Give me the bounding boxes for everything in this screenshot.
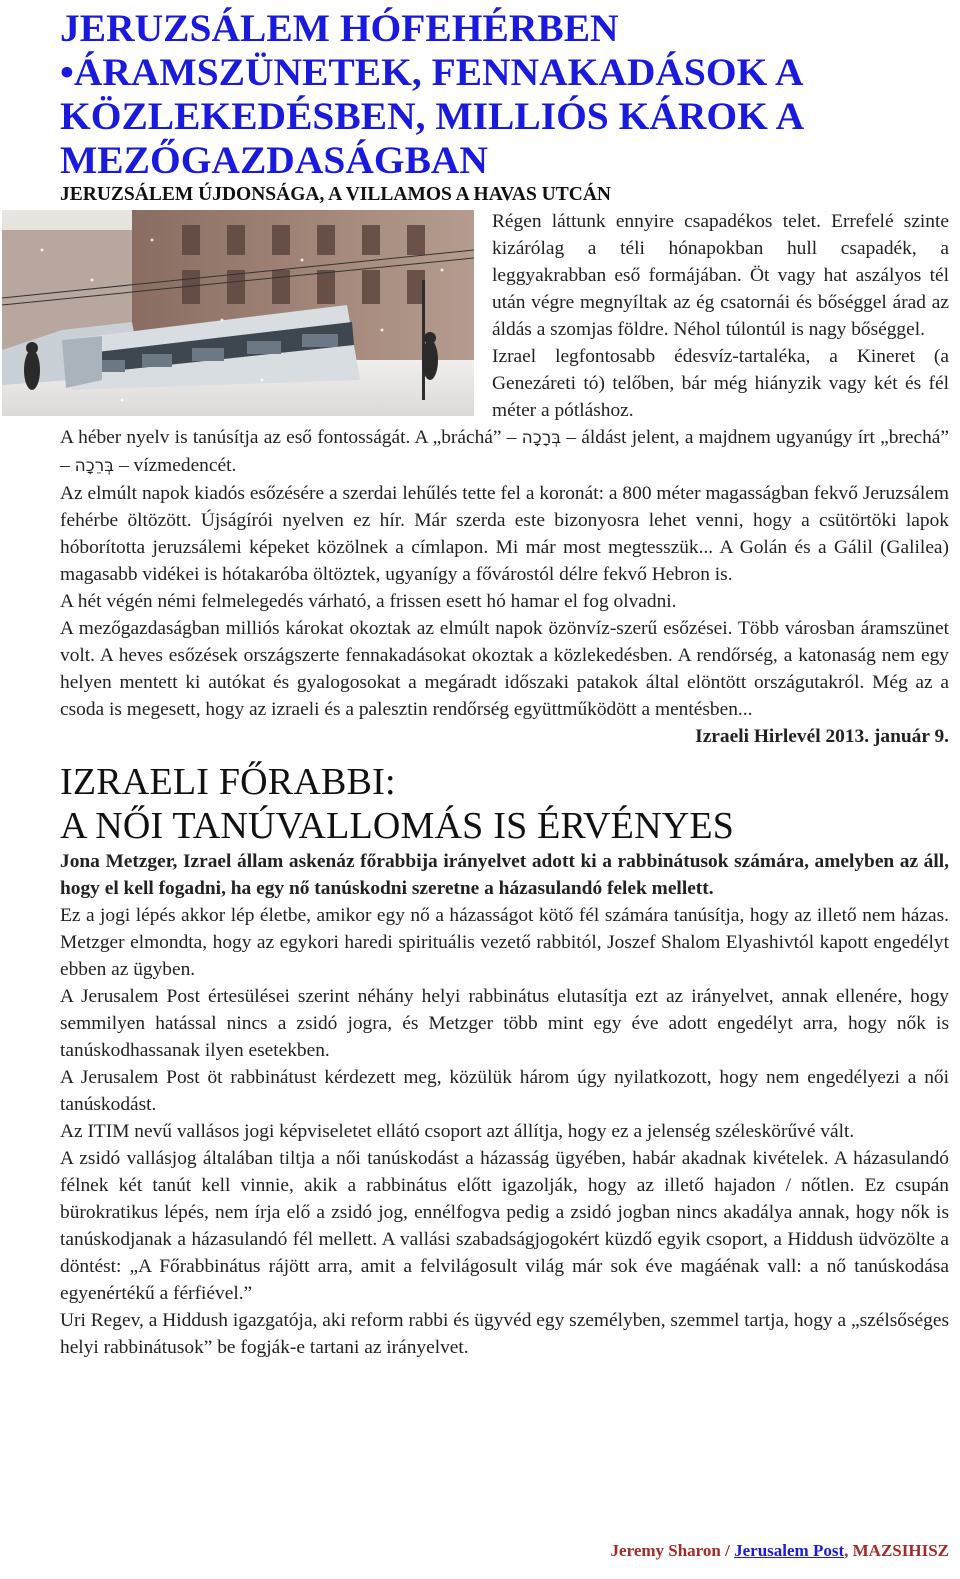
- headline-line: JERUZSÁLEM HÓFEHÉRBEN: [60, 6, 619, 50]
- article2-lead: Jona Metzger, Izrael állam askenáz főrabbija irányelvet adott ki a rabbinátusok számára, amelyben az áll, hogy el kell fogadni, ha egy nő tanúskodni szeretne a házasulandó felek mellett.: [60, 851, 949, 899]
- article1-subheadline: JERUZSÁLEM ÚJDONSÁGA, A VILLAMOS A HAVAS UTCÁN: [60, 184, 611, 205]
- article1-signature: Izraeli Hirlevél 2013. január 9.: [695, 726, 949, 747]
- text-segment: – áldást jelent, a majdnem ugyanúgy írt „brechá” –: [60, 427, 950, 476]
- article1-paragraph: Régen láttunk ennyire csapadékos telet. Errefelé szinte kizárólag a téli hónapokban hull csapadék, a leggyakrabban eső formájában. Öt vagy hat aszályos tél után végre megnyíltak az ég csatornái és bőséggel árad az áldás a szomjas földre. Néhol túlontúl is nagy bőséggel.: [492, 211, 949, 340]
- article1-paragraph: A hét végén némi felmelegedés várható, a frissen esett hó hamar el fog olvadni.: [60, 591, 677, 612]
- article2-paragraph: A Jerusalem Post értesülései szerint néhány helyi rabbinátus elutasítja ezt az irányelvet, annak ellenére, hogy semmilyen hatással nincs a zsidó jogra, és Metzger több mint egy éve adott engedélyt arra, hogy nők is tanúskodhassanak ilyen esetekben.: [60, 986, 949, 1061]
- hebrew-word-brecha: בְּרֵכָה: [74, 456, 115, 476]
- article2-paragraph: Ez a jogi lépés akkor lép életbe, amikor egy nő a házasságot kötő fél számára tanúsítja, hogy az illető nem házas. Metzger elmondta, hogy az egykori haredi spirituális vezető rabbitól, Joszef Shalom Elyashivtól kapott engedélyt ebben az ügyben.: [60, 905, 949, 980]
- article2-credit: [611, 1541, 949, 1561]
- text-segment: A héber nyelv is tanúsítja az eső fontosságát. A „bráchá” –: [60, 427, 517, 448]
- article1-headline: [60, 6, 949, 182]
- article1-paragraph: A mezőgazdaságban milliós károkat okoztak az elmúlt napok özönvíz-szerű esőzései. Több városban áramszünet volt. A heves esőzések országszerte fennakadásokat okoztak a közlekedésben. A rendőrség, a katonaság nem egy helyen mentett ki autókat és gyalogosokat a megáradt időszaki patakok által elöntött országutakról. Még az a csoda is megesett, hogy az izraeli és a palesztin rendőrség együttműködött a mentésben...: [60, 618, 949, 720]
- article1-paragraph: Az elmúlt napok kiadós esőzésére a szerdai lehűlés tette fel a koronát: a 800 méter magasságban fekvő Jeruzsálem fehérbe öltözött. Újságírói nyelven ez hír. Már szerda este bizonyosra lehet venni, hogy a csütörtöki lapok hóborította jeruzsálemi képeket közölnek a címlapon. Mi már most megtesszük... A Golán és a Gálil (Galilea) magasabb vidékei is hótakaróba öltöztek, ugyanígy a fővárostól délre fekvő Hebron is.: [60, 483, 949, 585]
- document-page: [60, 0, 949, 1361]
- article2-paragraph: Az ITIM nevű vallásos jogi képviseletet ellátó csoport azt állítja, hogy ez a jelenség széleskörűvé vált.: [60, 1121, 855, 1142]
- text-segment: – vízmedencét.: [118, 455, 237, 476]
- tram-snow-photo: [2, 210, 474, 416]
- article2-headline: [60, 760, 949, 848]
- headline-line: IZRAELI FŐRABBI:: [60, 761, 396, 803]
- headline-line: •ÁRAMSZÜNETEK, FENNAKADÁSOK A KÖZLEKEDÉSBEN, MILLIÓS KÁROK A MEZŐGAZDASÁGBAN: [60, 50, 802, 182]
- jerusalem-post-link[interactable]: Jerusalem Post: [734, 1541, 845, 1560]
- tram-snow-photo-image: [2, 210, 474, 416]
- article1-paragraph: Izrael legfontosabb édesvíz-tartaléka, a Kineret (a Genezáreti tó) telőben, bár még hiányzik vagy két és fél méter a pótláshoz.: [492, 346, 949, 421]
- hebrew-word-bracha: בְּרָכָה: [521, 428, 562, 448]
- credit-author: Jeremy Sharon /: [610, 1541, 735, 1560]
- credit-separator: ,: [844, 1541, 853, 1560]
- credit-publisher: MAZSIHISZ: [852, 1541, 949, 1560]
- headline-line: A NŐI TANÚVALLOMÁS IS ÉRVÉNYES: [60, 805, 735, 847]
- article1-paragraph-hebrew: [60, 424, 949, 480]
- article2-paragraph: A zsidó vallásjog általában tiltja a női tanúskodást a házasság ügyében, habár akadnak kivételek. A házasulandó félnek két tanút kell vinnie, akik a rabbinátus előtt igazolják, hogy az illető hajadon / nőtlen. Ez csupán bürokratikus lépés, nem írja elő a zsidó jog, ennélfogva pedig a zsidó jogban nincs akadálya annak, hogy nők is tanúskodjanak a házasulandó fél mellett. A vallási szabadságjogokért küzdő egyik csoport, a Hiddush üdvözölte a döntést: „A Főrabbinátus rájött arra, amit a felvilágosult világ már sok éve magáénak vall: a nő tanúskodása egyenértékű a férfiével.”: [60, 1148, 949, 1304]
- article2-paragraph: Uri Regev, a Hiddush igazgatója, aki reform rabbi és ügyvéd egy személyben, szemmel tartja, hogy a „szélsőséges helyi rabbinátusok” be fogják-e tartani az irányelvet.: [60, 1310, 949, 1358]
- article2-paragraph: A Jerusalem Post öt rabbinátust kérdezett meg, közülük három úgy nyilatkozott, hogy nem engedélyezi a női tanúskodást.: [60, 1067, 949, 1115]
